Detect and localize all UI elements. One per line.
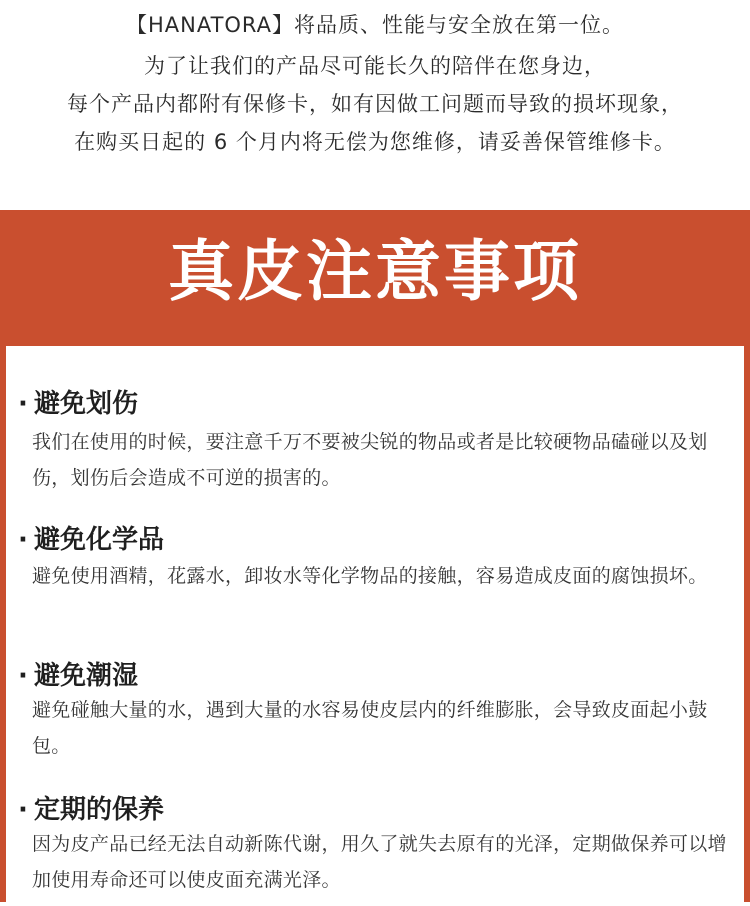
care-item-title-2 <box>18 524 164 556</box>
care-item-body-3: 避免碰触大量的水，遇到大量的水容易使皮层内的纤维膨胀，会导致皮面起小鼓包。 <box>32 699 708 757</box>
care-card <box>6 346 744 906</box>
bullet-dot-icon: · <box>18 525 28 555</box>
care-item-title-3 <box>18 660 138 692</box>
care-item-title-text-2: 避免化学品 <box>34 525 165 555</box>
care-item-title-text-4: 定期的保养 <box>34 795 165 825</box>
care-item-title-4 <box>18 794 164 826</box>
care-item-body-1: 我们在使用的时候，要注意千万不要被尖锐的物品或者是比较硬物品磕碰以及划伤，划伤后会造成不可逆的损害的。 <box>32 431 708 489</box>
bullet-dot-icon: · <box>18 795 28 825</box>
intro-line-2: 为了让我们的产品尽可能长久的陪伴在您身边， <box>144 54 606 78</box>
care-item-body-4: 因为皮产品已经无法自动新陈代谢，用久了就失去原有的光泽，定期做保养可以增加使用寿命还可以使皮面充满光泽。 <box>32 833 727 891</box>
care-item-title-text-3: 避免潮湿 <box>34 661 139 691</box>
bullet-dot-icon: · <box>18 389 28 419</box>
care-item-title-1 <box>18 388 138 420</box>
care-section-title: 真皮注意事项 <box>168 233 582 310</box>
intro-section <box>0 0 750 210</box>
intro-line-1: 【HANATORA】将品质、性能与安全放在第一位。 <box>125 13 625 37</box>
care-item-body-2: 避免使用酒精，花露水，卸妆水等化学物品的接触，容易造成皮面的腐蚀损坏。 <box>32 565 708 587</box>
care-item-title-text-1: 避免划伤 <box>34 389 139 419</box>
bullet-dot-icon: · <box>18 661 28 691</box>
intro-line-4: 在购买日起的 6 个月内将无偿为您维修，请妥善保管维修卡。 <box>74 130 676 154</box>
intro-line-3: 每个产品内都附有保修卡，如有因做工问题而导致的损坏现象， <box>67 92 683 116</box>
